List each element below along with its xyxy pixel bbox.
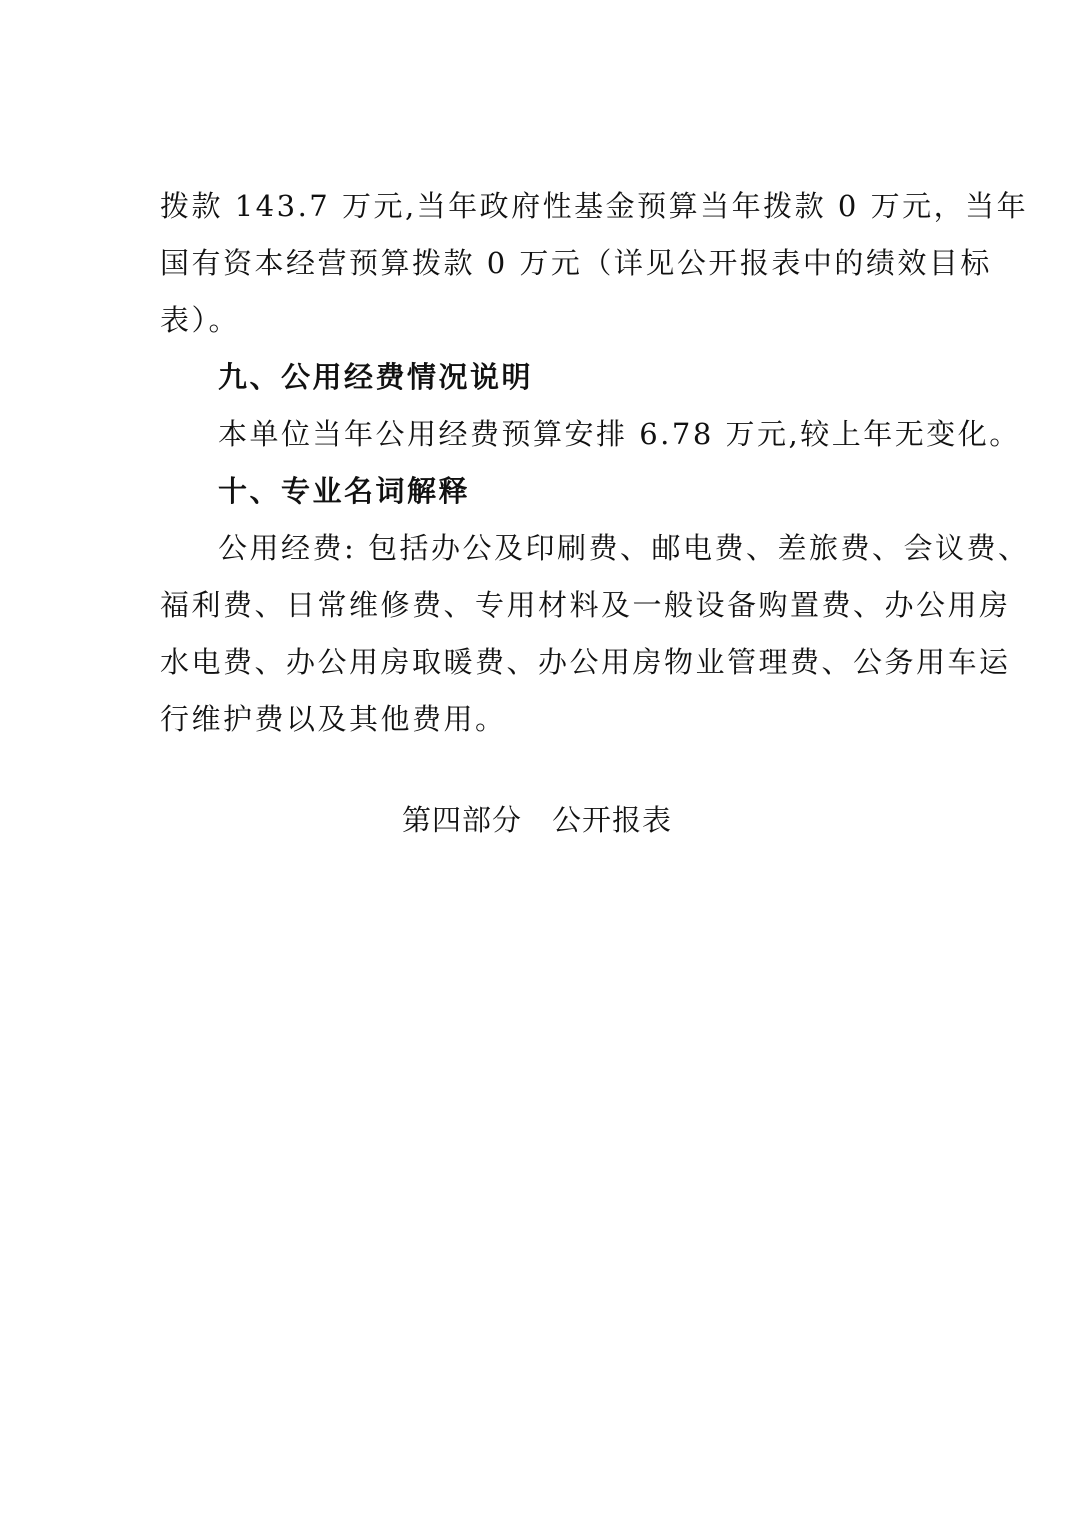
section-ten-line-1: 公用经费: 包括办公及印刷费、邮电费、差旅费、会议费、 xyxy=(218,531,1030,565)
performance-text-line-2: 国有资本经营预算拨款 0 万元（详见公开报表中的绩效目标 xyxy=(160,246,992,280)
performance-text-line-3: 表）。 xyxy=(160,303,241,337)
section-ten-heading: 十、专业名词解释 xyxy=(218,474,471,508)
section-nine-heading: 九、公用经费情况说明 xyxy=(218,360,534,394)
section-nine-body: 本单位当年公用经费预算安排 6.78 万元,较上年无变化。 xyxy=(218,417,1021,451)
document-body xyxy=(160,178,1030,748)
section-ten-line-4: 行维护费以及其他费用。 xyxy=(160,702,507,736)
section-ten-line-3: 水电费、办公用房取暖费、办公用房物业管理费、公务用车运 xyxy=(160,645,1011,679)
performance-text-line-1: 拨款 143.7 万元,当年政府性基金预算当年拨款 0 万元，当年 xyxy=(160,189,1029,223)
part-four-title: 第四部分 公开报表 xyxy=(401,803,672,837)
section-ten-line-2: 福利费、日常维修费、专用材料及一般设备购置费、办公用房 xyxy=(160,588,1011,622)
